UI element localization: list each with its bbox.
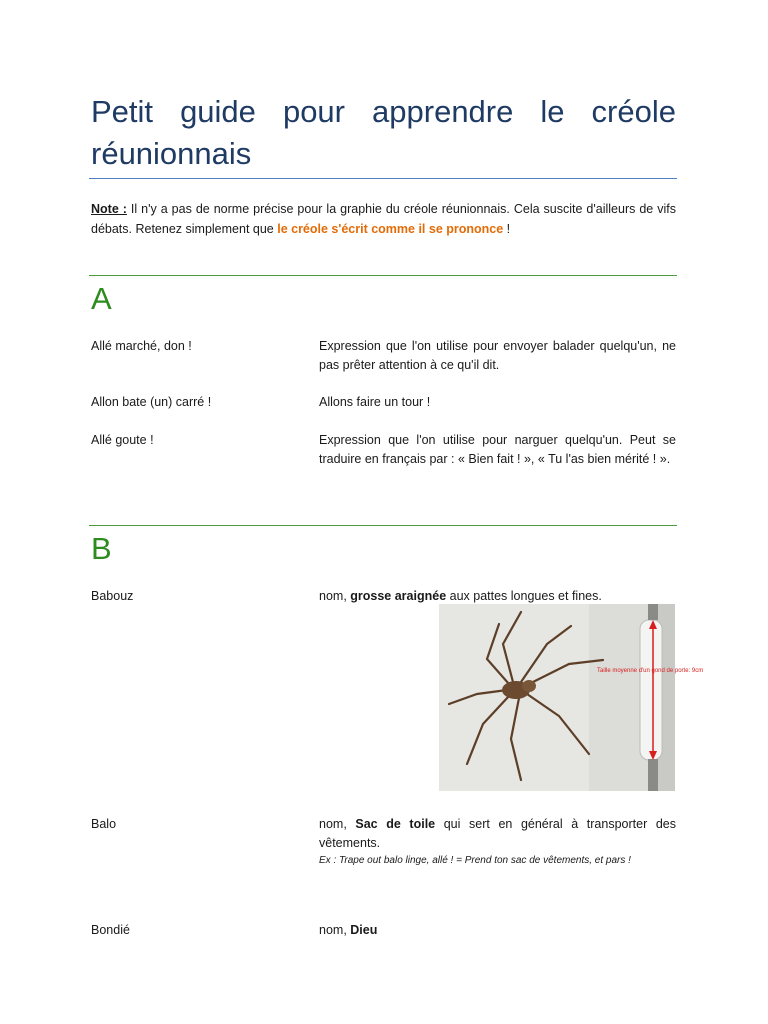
- note-text-end: !: [503, 222, 511, 236]
- definition-bondie: [319, 921, 676, 940]
- section-divider-a: [89, 275, 677, 276]
- note-label: Note :: [91, 202, 127, 216]
- def-keyword: Dieu: [350, 923, 378, 937]
- def-suffix: qui sert en général à transporter des vêtements.: [319, 817, 676, 850]
- title-divider: [89, 178, 677, 179]
- def-suffix: aux pattes longues et fines.: [446, 589, 602, 603]
- term-allon-bate: Allon bate (un) carré !: [91, 395, 212, 409]
- definition-alle-goute: Expression que l'on utilise pour narguer quelqu'un. Peut se traduire en français par : « Bien fait ! », « Tu l'as bien mérité ! ».: [319, 433, 676, 466]
- definition-allon-bate: Allons faire un tour !: [319, 395, 431, 409]
- note-highlight: le créole s'écrit comme il se prononce: [277, 222, 504, 236]
- definition-alle-marche: Expression que l'on utilise pour envoyer balader quelqu'un, ne pas prêter attention à ce qu'il dit.: [319, 339, 676, 372]
- def-keyword: grosse araignée: [350, 589, 447, 603]
- def-keyword: Sac de toile: [355, 817, 436, 831]
- spider-photo: [439, 604, 704, 791]
- term-babouz: Babouz: [91, 589, 134, 603]
- term-alle-goute: Allé goute !: [91, 433, 154, 447]
- section-divider-b: [89, 525, 677, 526]
- definition-balo: [319, 815, 676, 869]
- section-letter-b: B: [91, 531, 112, 566]
- note-paragraph: [91, 199, 676, 239]
- term-bondie: Bondié: [91, 923, 130, 937]
- term-balo: Balo: [91, 817, 117, 831]
- photo-caption: Taille moyenne d'un gond de porte: 9cm: [597, 668, 704, 674]
- def-prefix: nom,: [319, 589, 351, 603]
- page-title: Petit guide pour apprendre le créole réunionnais: [91, 94, 676, 171]
- term-alle-marche: Allé marché, don !: [91, 339, 192, 353]
- def-prefix: nom,: [319, 923, 351, 937]
- def-prefix: nom,: [319, 817, 356, 831]
- section-letter-a: A: [91, 281, 112, 316]
- note-text: Il n'y a pas de norme précise pour la graphie du créole réunionnais. Cela suscite d'ailleurs de vifs débats. Retenez simplement que: [91, 202, 676, 236]
- example-sentence: Ex : Trape out balo linge, allé ! = Prend ton sac de vêtements, et pars !: [319, 855, 631, 866]
